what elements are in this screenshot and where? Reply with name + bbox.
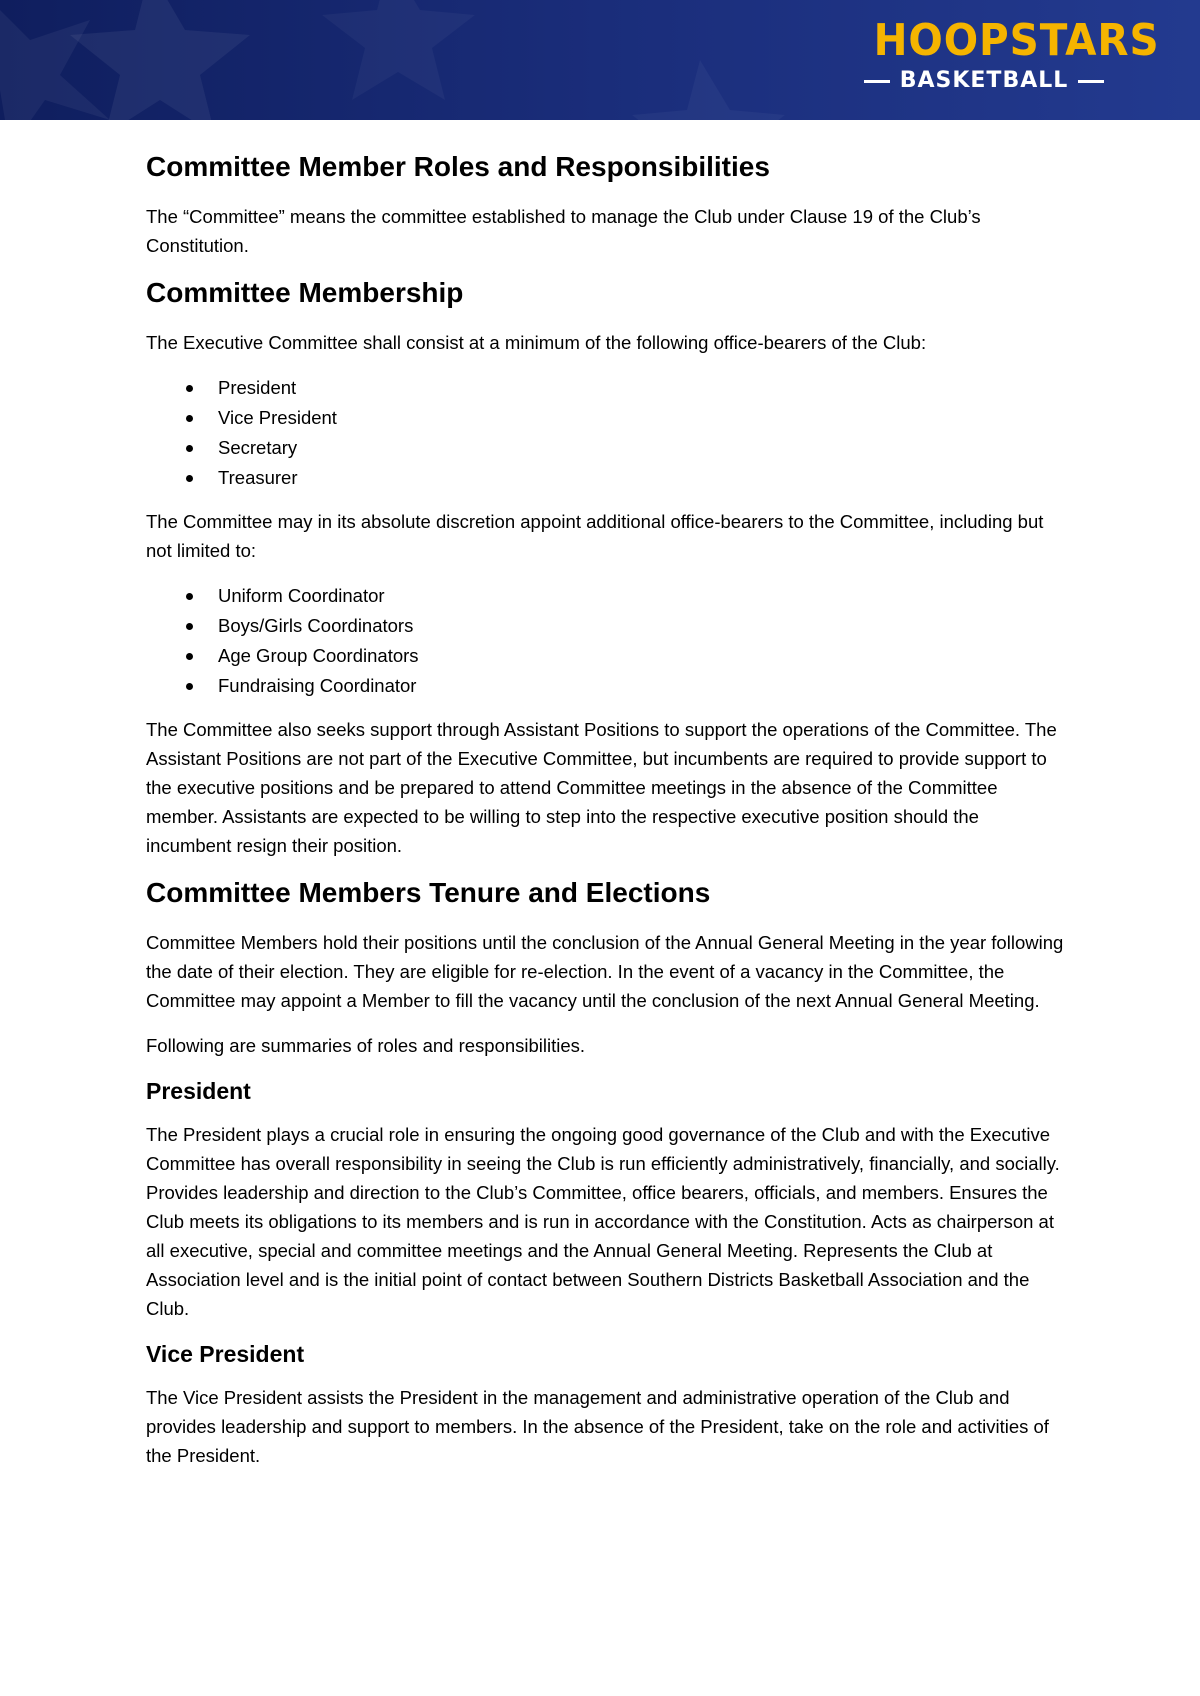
president-heading: President	[146, 1078, 251, 1104]
vice-president-paragraph: The Vice President assists the President in the management and administrative operation of the Club and provides leadership and support to members. In the absence of the President, take on the role and activities of the President.	[146, 1387, 1049, 1466]
list-item-text: Age Group Coordinators	[218, 645, 419, 666]
list-item-text: Uniform Coordinator	[218, 585, 385, 606]
document-title: Committee Member Roles and Responsibilities	[146, 151, 770, 182]
bullet-icon	[186, 683, 193, 690]
header-banner	[0, 0, 1200, 120]
list-item-text: President	[218, 377, 297, 398]
membership-paragraph-2: The Committee may in its absolute discretion appoint additional office-bearers to the Committee, including but not limited to:	[146, 511, 1044, 561]
list-item	[146, 581, 1066, 611]
list-item	[146, 403, 1066, 433]
list-item-text: Boys/Girls Coordinators	[218, 615, 414, 636]
membership-paragraph-1: The Executive Committee shall consist at a minimum of the following office-bearers of the Club:	[146, 332, 927, 353]
document-body	[146, 150, 1066, 1486]
tenure-paragraph-1: Committee Members hold their positions until the conclusion of the Annual General Meeting in the year following the date of their election. They are eligible for re-election. In the event of a vacancy in the Committee, the Committee may appoint a Member to fill the vacancy until the conclusion of the next Annual General Meeting.	[146, 932, 1064, 1011]
logo-divider-left	[864, 80, 890, 83]
list-item-text: Treasurer	[218, 467, 298, 488]
logo-subline	[864, 68, 1104, 94]
membership-paragraph-3: The Committee also seeks support through Assistant Positions to support the operations of the Committee. The Assistant Positions are not part of the Executive Committee, but incumbents are required to provide support to the executive positions and be prepared to attend Committee meetings in the absence of the Committee member. Assistants are expected to be willing to step into the respective executive position should the incumbent resign their position.	[146, 719, 1057, 856]
list-item	[146, 611, 1066, 641]
list-item	[146, 373, 1066, 403]
list-item	[146, 641, 1066, 671]
list-item	[146, 463, 1066, 493]
list-item	[146, 671, 1066, 701]
bullet-icon	[186, 385, 193, 392]
hoopstars-logo	[864, 15, 1160, 100]
list-item-text: Fundraising Coordinator	[218, 675, 417, 696]
logo-subtitle: BASKETBALL	[899, 68, 1069, 93]
intro-paragraph: The “Committee” means the committee established to manage the Club under Clause 19 of the Club’s Constitution.	[146, 206, 981, 256]
tenure-paragraph-2: Following are summaries of roles and responsibilities.	[146, 1035, 586, 1056]
membership-heading: Committee Membership	[146, 277, 464, 308]
bullet-icon	[186, 653, 193, 660]
office-bearers-list	[146, 373, 1066, 493]
list-item-text: Vice President	[218, 407, 337, 428]
list-item-text: Secretary	[218, 437, 298, 458]
logo-divider-right	[1078, 80, 1104, 83]
bullet-icon	[186, 415, 193, 422]
bullet-icon	[186, 475, 193, 482]
logo-wordmark: HOOPSTARS	[873, 15, 1160, 66]
bullet-icon	[186, 623, 193, 630]
bullet-icon	[186, 593, 193, 600]
vice-president-heading: Vice President	[146, 1341, 305, 1367]
president-paragraph: The President plays a crucial role in ensuring the ongoing good governance of the Club and with the Executive Committee has overall responsibility in seeing the Club is run efficiently administratively, financially, and socially. Provides leadership and direction to the Club’s Committee, office bearers, officials, and members. Ensures the Club meets its obligations to its members and is run in accordance with the Constitution. Acts as chairperson at all executive, special and committee meetings and the Annual General Meeting. Represents the Club at Association level and is the initial point of contact between Southern Districts Basketball Association and the Club.	[146, 1124, 1060, 1319]
tenure-heading: Committee Members Tenure and Elections	[146, 877, 711, 908]
list-item	[146, 433, 1066, 463]
bullet-icon	[186, 445, 193, 452]
additional-office-bearers-list	[146, 581, 1066, 701]
